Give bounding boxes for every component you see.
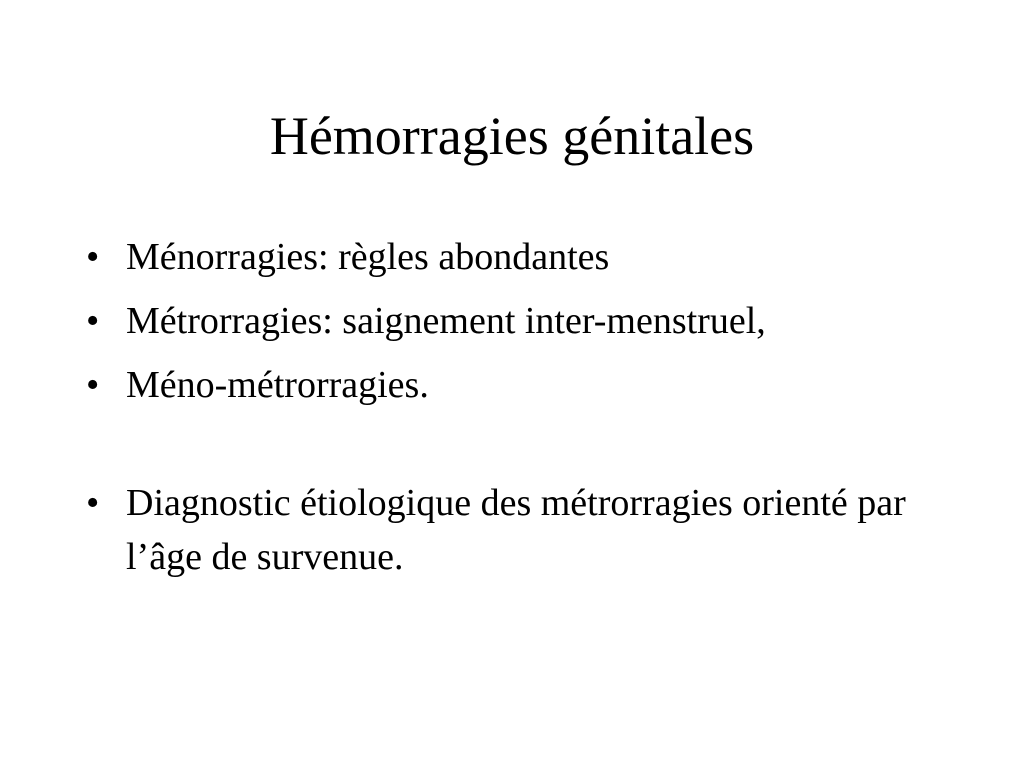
- bullet-text: Diagnostic étiologique des métrorragies orienté par l’âge de survenue.: [126, 482, 906, 578]
- bullet-icon: •: [86, 236, 100, 278]
- bullet-list: [86, 230, 946, 594]
- slide-title: Hémorragies génitales: [269, 106, 755, 166]
- bullet-icon: •: [86, 364, 100, 406]
- bullet-text: Métrorragies: saignement inter-menstruel,: [126, 300, 766, 342]
- list-item: [86, 294, 946, 348]
- list-item: [86, 358, 946, 412]
- bullet-text: Méno-métrorragies.: [126, 364, 429, 406]
- list-item: [86, 476, 946, 584]
- bullet-icon: •: [86, 482, 100, 524]
- list-item: [86, 230, 946, 284]
- bullet-icon: •: [86, 300, 100, 342]
- bullet-text: Ménorragies: règles abondantes: [126, 236, 610, 278]
